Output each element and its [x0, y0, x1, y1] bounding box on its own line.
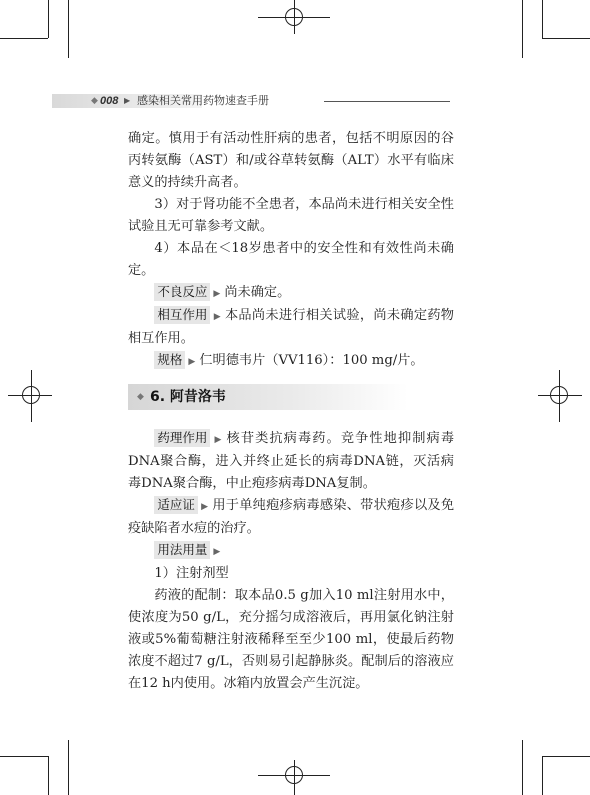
interactions	[128, 305, 454, 350]
pharmacology	[128, 428, 454, 495]
adverse-reactions	[128, 282, 454, 305]
paragraph: 确定。慎用于有活动性肝病的患者，包括不明原因的谷丙转氨酶（AST）和/或谷草转氨酶（ALT）水平有临床意义的持续升高者。	[128, 131, 454, 190]
section-heading	[128, 384, 408, 410]
item-label: 用法用量	[154, 541, 210, 559]
triangle-right-icon: ▶	[124, 96, 131, 105]
item-label: 药理作用	[154, 429, 210, 447]
section-title: 6. 阿昔洛韦	[150, 389, 226, 405]
bullet-icon: ◆	[91, 96, 98, 106]
page-number: 008	[100, 95, 119, 107]
running-header	[52, 94, 450, 108]
item-text: 用于单纯疱疹病毒感染、带状疱疹以及免疫缺陷者水痘的治疗。	[128, 498, 455, 536]
triangle-right-icon: ▶	[213, 547, 221, 557]
item-label: 规格	[154, 351, 185, 369]
dosage	[128, 540, 454, 563]
item-text: 仁明德韦片（VV116）：100 mg/片。	[199, 353, 424, 368]
paragraph: 药液的配制：取本品0.5 g加入10 ml注射用水中，使浓度为50 g/L，充分摇匀成溶液后，再用氯化钠注射液或5%葡萄糖注射液稀释至至少100 ml，使最后药物浓度不超过7 g/L，否则易引起静脉炎。配制后的溶液应在12 h内使用。冰箱内放置会产生沉淀。	[128, 588, 454, 691]
item-text: 尚未确定。	[224, 285, 291, 300]
item-text: 核苷类抗病毒药。竞争性地抑制病毒DNA聚合酶，进入并终止延长的病毒DNA链，灭活病毒DNA聚合酶，中止疱疹病毒DNA复制。	[128, 431, 455, 491]
body-text-top	[128, 128, 454, 373]
specification	[128, 350, 454, 373]
paragraph: 3）对于肾功能不全患者，本品尚未进行相关安全性试验且无可靠参考文献。	[128, 197, 454, 234]
indications	[128, 495, 454, 540]
header-title: 感染相关常用药物速查手册	[137, 94, 269, 107]
triangle-right-icon: ▶	[213, 312, 221, 322]
triangle-right-icon: ▶	[188, 357, 196, 367]
item-label: 不良反应	[154, 283, 210, 301]
header-rule	[324, 101, 450, 102]
body-text-section	[128, 428, 454, 695]
triangle-right-icon: ▶	[200, 502, 209, 512]
paragraph: 4）本品在＜18岁患者中的安全性和有效性尚未确定。	[128, 241, 454, 278]
triangle-right-icon: ▶	[213, 435, 223, 445]
item-label: 适应证	[154, 496, 198, 514]
paragraph: 1）注射剂型	[154, 566, 229, 581]
item-text: 本品尚未进行相关试验，尚未确定药物相互作用。	[128, 308, 454, 346]
bullet-icon: ◆	[137, 392, 144, 402]
item-label: 相互作用	[154, 306, 210, 324]
triangle-right-icon: ▶	[213, 289, 221, 299]
